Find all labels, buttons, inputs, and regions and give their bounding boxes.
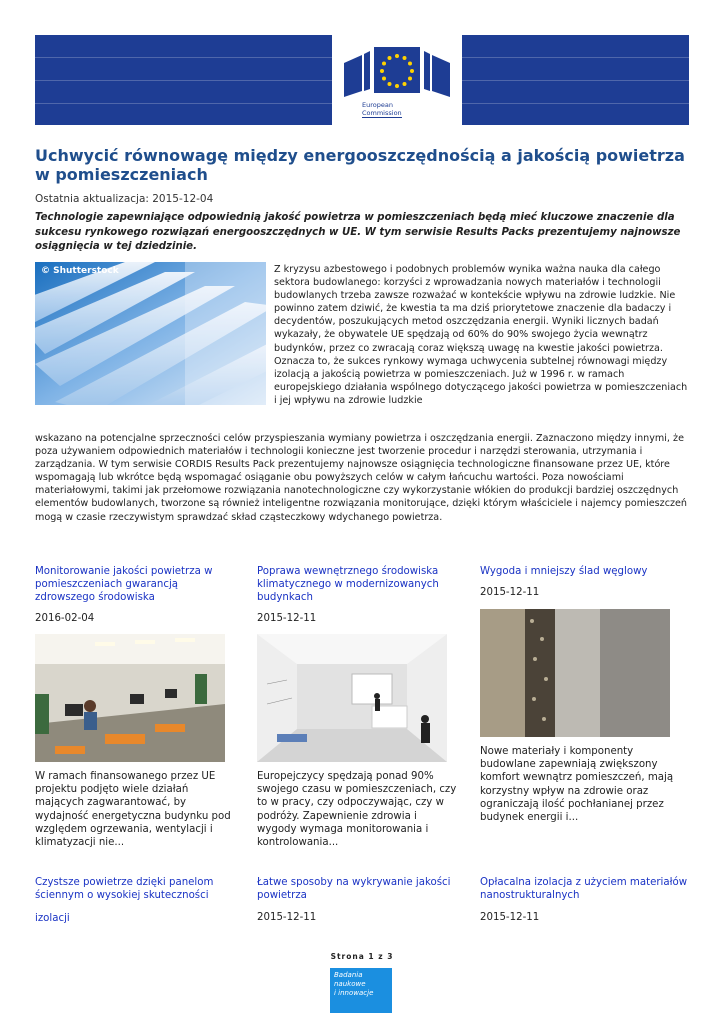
card-3-image-insulation[interactable] [480,609,670,737]
logo-line1: European [362,101,393,109]
card-4-title-link[interactable]: Czystsze powietrze dzięki panelom ściennym o wysokiej skuteczności [35,877,214,902]
lead-paragraph: Technologie zapewniające odpowiednią jakość powietrza w pomieszczeniach będą mieć kluczowe znaczenie dla sukcesu rynkowego rozwiązań energooszczędnych w UE. W tym serwisie Results Packs prezentujemy najnowsze osiągnięcia w tej dziedzinie. [35,212,681,252]
page-number: Strona 1 z 3 [330,952,394,961]
card-6-title-link[interactable]: Opłacalna izolacja z użyciem materiałów nanostrukturalnych [480,877,688,902]
card-5-date: 2015-12-11 [257,912,317,923]
card-1-excerpt: W ramach finansowanego przez UE projektu podjęto wiele działań mających zagwarantować, by wydajność energetyczna budynku pod względem ogrzewania, wentylacji i klimatyzacji nie... [35,771,231,849]
card-3-title-link[interactable]: Wygoda i mniejszy ślad węglowy [480,566,648,577]
body-paragraph-2: wskazano na potencjalne sprzeczności celów przyspieszania wymiany powietrza i oszczędzania energii. Zaznaczono między innymi, że poza używaniem odpowiednich materiałów i technologii konieczne jest tworzenie procedur i narzędzi sterowania, utrzymania i zarządzania. W tym serwisie CORDIS Results Pack prezentujemy najnowsze osiągnięcia technologiczne finansowane przez UE, które wspomagają lub wkrótce będą wspomagać osiąganie obu powyższych celów w całym łańcuchu wartości. Poza nowościami materiałowymi, takimi jak przełomowe rozwiązania nanotechnologiczne czy wykorzystanie włókien do produkcji bardziej oszczędnych elementów budowlanych, tworzone są również inteligentne rozwiązania monitorujące, dzięki którym właściciele i najemcy pomieszczeń mogą w czasie rzeczywistym sprawdzać skład cząsteczkowy wdychanego powietrza. [35,433,687,523]
hero-image-ventilation [35,262,266,405]
hero-credit: © Shutterstock [41,266,119,276]
card-2-date: 2015-12-11 [257,613,317,624]
badge-line2: naukowe [334,980,366,988]
card-1-image-office[interactable] [35,634,225,762]
badge-line3: i innowacje [334,989,374,997]
research-innovation-badge[interactable] [330,968,392,1013]
logo-line2: Commission [362,109,402,117]
body-paragraph-1: Z kryzysu azbestowego i podobnych problemów wynika ważna nauka dla całego sektora budowlanego: korzyści z wprowadzania nowych materiałów i technologii budowlanych trzeba zawsze rozważać w kontekście wpływu na zdrowie ludzkie. Nie powinno zatem dziwić, że kwestia ta ma dziś priorytetowe znaczenie dla badaczy i decydentów, poszukujących metod oszczędzania energii. Wyniki licznych badań wykazały, że obywatele UE spędzają od 60% do 90% swojego życia wewnątrz budynków, przez co zwracają coraz większą uwagę na kwestie jakości powietrza. Oznacza to, że sukces rynkowy wymaga uchwycenia subtelnej równowagi między izolacją a jakością powietrza w pomieszczeniach. Już w 1996 r. w ramach europejskiego działania wspólnego dotyczącego jakości powietrza w pomieszczeniach i jej wpływu na zdrowie ludzkie [274,264,688,406]
insulation-photo-image [480,609,670,737]
card-4-title-continued[interactable]: izolacji [35,913,70,924]
card-1-title-link[interactable]: Monitorowanie jakości powietrza w pomieszczeniach gwarancją zdrowszego środowiska [35,566,213,604]
page-title: Uchwycić równowagę między energooszczędnością a jakością powietrza w pomieszczeniach [35,146,685,184]
european-commission-logo[interactable] [332,35,462,125]
card-2-excerpt: Europejczycy spędzają ponad 90% swojego czasu w pomieszczeniach, czy to w pracy, czy odpoczywając, czy w podróży. Zapewnienie zdrowia i wygody wymaga monitorowania i kontrolowania... [257,771,457,849]
ventilation-grille-image [35,262,266,405]
ec-banner [35,35,689,125]
card-6-date: 2015-12-11 [480,912,540,923]
interior-render-image [257,634,447,762]
berlaymont-logo-icon [342,41,452,99]
card-2-title-link[interactable]: Poprawa wewnętrznego środowiska klimatycznego w modernizowanych budynkach [257,566,439,604]
card-3-excerpt: Nowe materiały i komponenty budowlane zapewniają zwiększony komfort wewnątrz pomieszczeń, mają korzystny wpływ na zdrowie oraz ograniczają ilość pochłanianej przez budynek energii i... [480,746,674,824]
card-2-image-interior[interactable] [257,634,447,762]
logo-text [362,101,402,118]
last-updated: Ostatnia aktualizacja: 2015-12-04 [35,193,214,205]
card-3-date: 2015-12-11 [480,587,540,598]
office-photo-image [35,634,225,762]
card-5-title-link[interactable]: Łatwe sposoby na wykrywanie jakości powietrza [257,877,451,902]
badge-line1: Badania [334,971,363,979]
card-1-date: 2016-02-04 [35,613,95,624]
